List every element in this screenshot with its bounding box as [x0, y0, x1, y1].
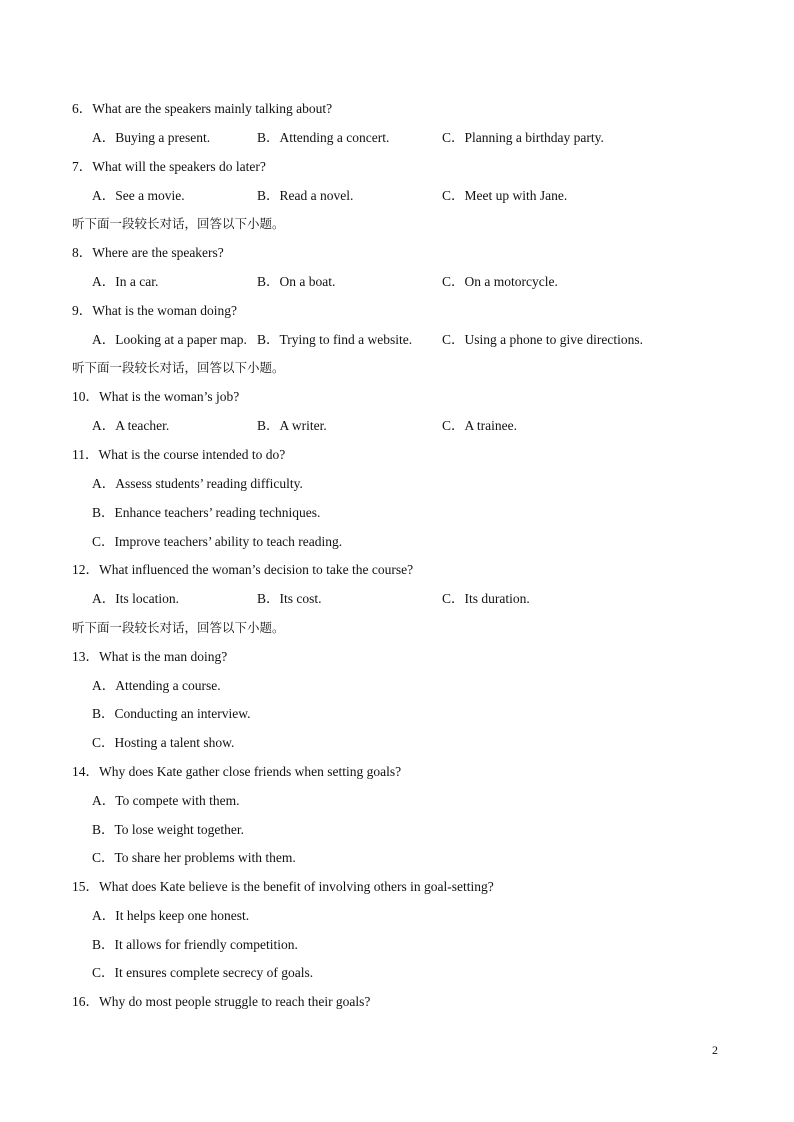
- question-7-option-a: A．See a movie.: [92, 188, 185, 203]
- question-6-option-a: A．Buying a present.: [92, 130, 211, 145]
- question-8-option-c: C．On a motorcycle.: [442, 274, 558, 289]
- question-9-stem: 9．What is the woman doing?: [72, 303, 237, 318]
- question-6-stem: 6．What are the speakers mainly talking about?: [72, 101, 333, 116]
- question-15-option-a: A．It helps keep one honest.: [92, 908, 250, 923]
- question-10-stem: 10．What is the woman’s job?: [72, 389, 240, 404]
- question-11-stem: 11．What is the course intended to do?: [72, 447, 286, 462]
- section-instruction-2: 听下面一段较长对话，回答以下小题。: [72, 360, 285, 375]
- question-7-stem: 7．What will the speakers do later?: [72, 159, 266, 174]
- question-9-option-c: C．Using a phone to give directions.: [442, 332, 643, 347]
- question-7-option-c: C．Meet up with Jane.: [442, 188, 568, 203]
- question-15-option-b: B．It allows for friendly competition.: [92, 937, 298, 952]
- question-13-option-a: A．Attending a course.: [92, 678, 221, 693]
- question-9-option-b: B．Trying to find a website.: [257, 332, 413, 347]
- question-6-option-c: C．Planning a birthday party.: [442, 130, 604, 145]
- question-14-option-c: C．To share her problems with them.: [92, 850, 296, 865]
- question-10-option-b: B．A writer.: [257, 418, 327, 433]
- question-12-stem: 12．What influenced the woman’s decision to take the course?: [72, 562, 414, 577]
- question-8-stem: 8．Where are the speakers?: [72, 245, 224, 260]
- question-14-stem: 14．Why does Kate gather close friends when setting goals?: [72, 764, 402, 779]
- question-8-option-a: A．In a car.: [92, 274, 159, 289]
- question-6-option-b: B．Attending a concert.: [257, 130, 390, 145]
- question-15-option-c: C．It ensures complete secrecy of goals.: [92, 965, 314, 980]
- question-10-option-a: A．A teacher.: [92, 418, 170, 433]
- question-9-option-a: A．Looking at a paper map.: [92, 332, 247, 347]
- question-11-option-a: A．Assess students’ reading difficulty.: [92, 476, 303, 491]
- question-12-option-c: C．Its duration.: [442, 591, 530, 606]
- page-number: 2: [712, 1043, 718, 1057]
- question-13-option-b: B．Conducting an interview.: [92, 706, 251, 721]
- question-15-stem: 15．What does Kate believe is the benefit of involving others in goal-setting?: [72, 879, 494, 894]
- question-16-stem: 16．Why do most people struggle to reach their goals?: [72, 994, 371, 1009]
- question-11-option-b: B．Enhance teachers’ reading techniques.: [92, 505, 321, 520]
- question-10-option-c: C．A trainee.: [442, 418, 517, 433]
- question-11-option-c: C．Improve teachers’ ability to teach reading.: [92, 534, 343, 549]
- question-14-option-a: A．To compete with them.: [92, 793, 240, 808]
- section-instruction-3: 听下面一段较长对话，回答以下小题。: [72, 620, 285, 635]
- question-8-option-b: B．On a boat.: [257, 274, 336, 289]
- question-13-option-c: C．Hosting a talent show.: [92, 735, 235, 750]
- question-12-option-a: A．Its location.: [92, 591, 179, 606]
- question-13-stem: 13．What is the man doing?: [72, 649, 228, 664]
- question-12-option-b: B．Its cost.: [257, 591, 322, 606]
- question-7-option-b: B．Read a novel.: [257, 188, 354, 203]
- question-14-option-b: B．To lose weight together.: [92, 822, 245, 837]
- section-instruction-1: 听下面一段较长对话，回答以下小题。: [72, 216, 285, 231]
